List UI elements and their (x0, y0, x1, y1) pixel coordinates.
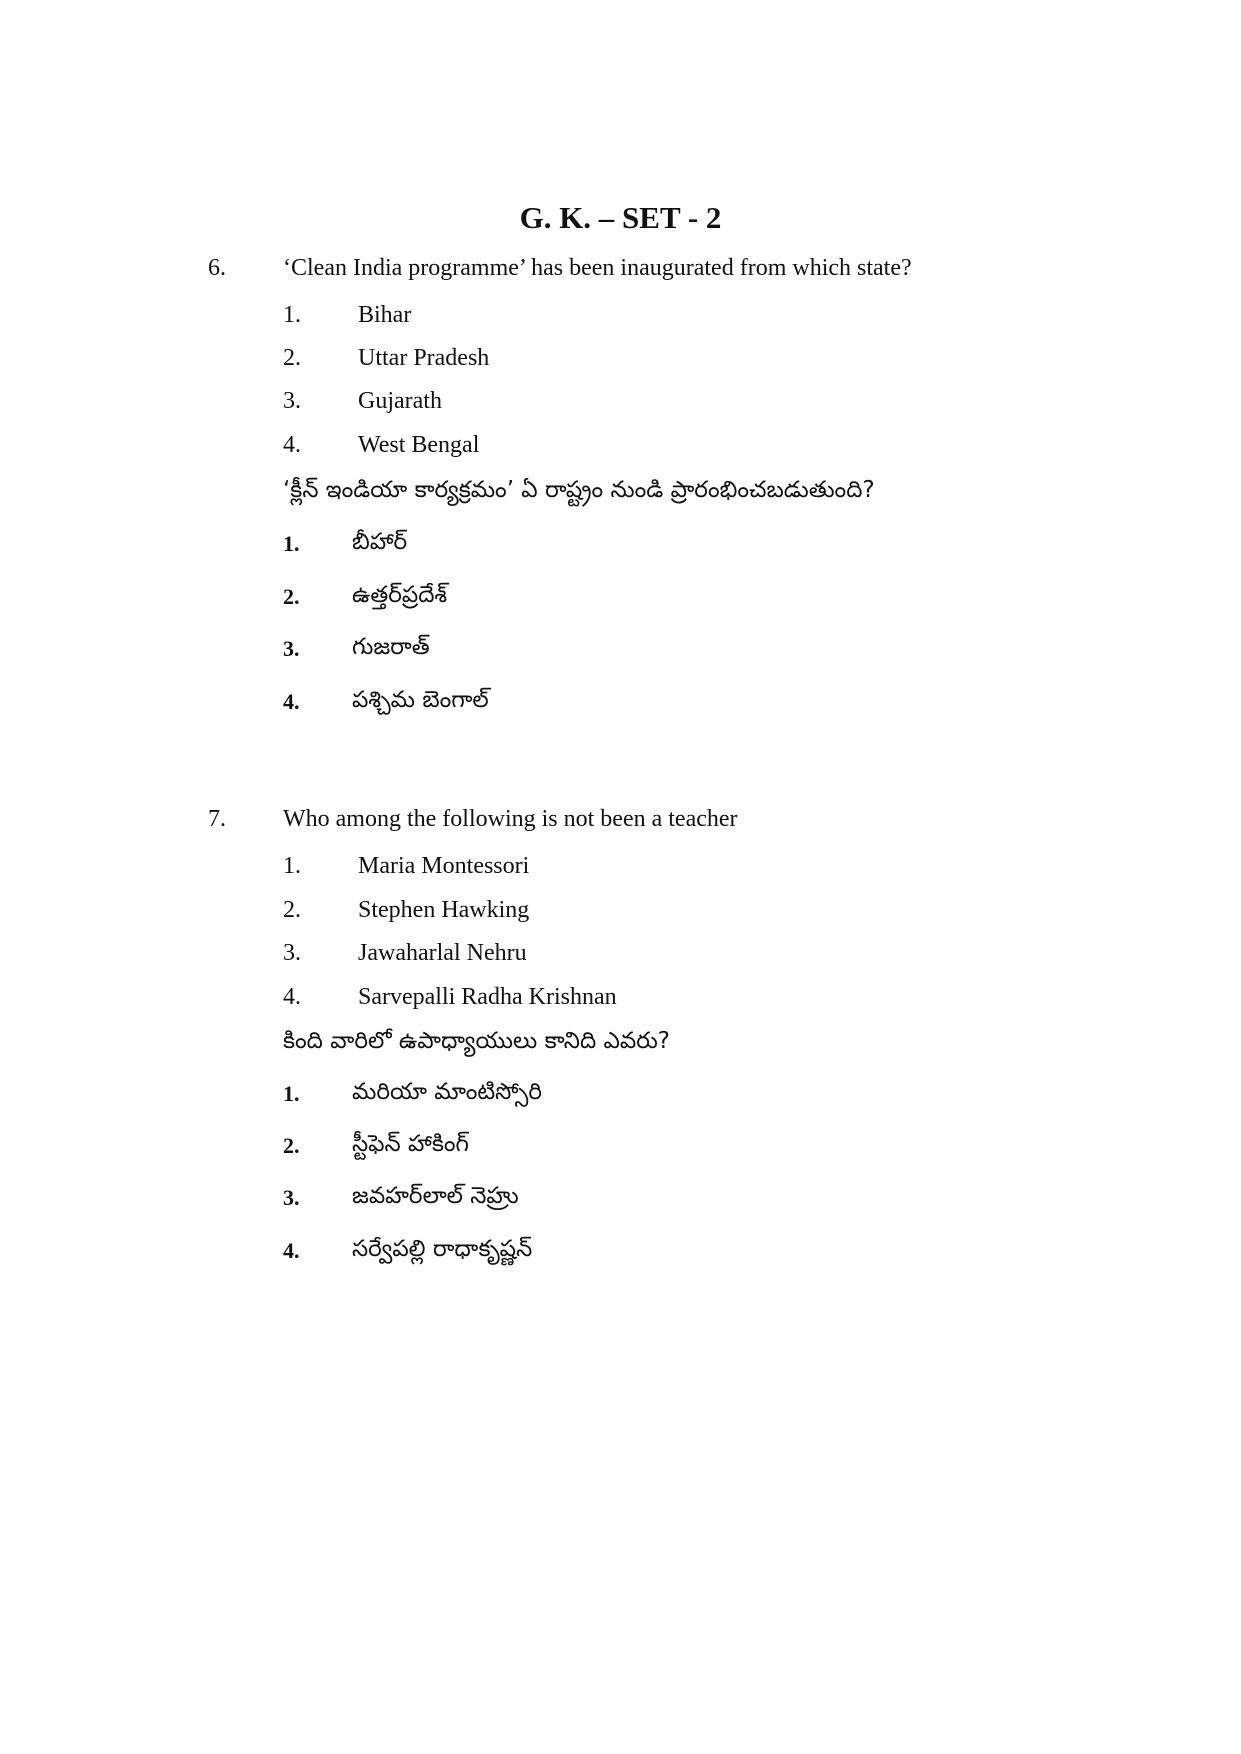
option-number-te: 2. (283, 1133, 300, 1158)
question-text-en: ‘Clean India programme’ has been inaugurated from which state? (283, 255, 912, 281)
question-number: 7. (208, 806, 226, 832)
option-text-te: బీహార్ (352, 529, 408, 555)
option-number: 4. (283, 432, 301, 458)
page-title: G. K. – SET - 2 (519, 200, 722, 235)
option-number-te: 3. (283, 636, 300, 661)
option-number-te: 1. (283, 1081, 300, 1106)
option-number-te: 3. (283, 1185, 300, 1210)
option-number-te: 1. (283, 531, 300, 556)
question-text-en: Who among the following is not been a teacher (283, 806, 738, 832)
option-text-te: మరియా మాంటిస్సోరి (352, 1079, 542, 1105)
option-number: 1. (283, 853, 301, 879)
option-number: 3. (283, 940, 301, 966)
option-text: Jawaharlal Nehru (358, 940, 527, 966)
option-text: Maria Montessori (358, 853, 530, 879)
option-text-te: స్టీఫెన్ హాకింగ్ (352, 1131, 469, 1157)
question-text-te: కింది వారిలో ఉపాధ్యాయులు కానిది ఎవరు? (283, 1028, 671, 1054)
question-number: 6. (208, 255, 226, 281)
option-text-te: పశ్చిమ బెంగాల్ (352, 687, 489, 713)
option-text-te: జవహర్‌లాల్ నెహ్రు (352, 1183, 519, 1209)
option-text: Gujarath (358, 388, 442, 414)
option-text: Uttar Pradesh (358, 345, 490, 371)
option-text-te: ఉత్తర్‌ప్రదేశ్ (352, 582, 448, 608)
option-text: Bihar (358, 302, 412, 328)
option-number-te: 2. (283, 584, 300, 609)
option-number: 2. (283, 897, 301, 923)
option-number-te: 4. (283, 1238, 300, 1263)
option-text-te: గుజరాత్ (352, 634, 430, 660)
option-text: Stephen Hawking (358, 897, 530, 923)
option-text-te: సర్వేపల్లి రాధాకృష్ణన్ (352, 1236, 533, 1262)
question-text-te: ‘క్లీన్ ఇండియా కార్యక్రమం’ ఏ రాష్ట్రం నుండి ప్రారంభించబడుతుంది? (283, 477, 875, 503)
option-text: Sarvepalli Radha Krishnan (358, 984, 617, 1010)
option-number: 3. (283, 388, 301, 414)
option-number: 1. (283, 302, 301, 328)
option-number: 4. (283, 984, 301, 1010)
option-text: West Bengal (358, 432, 480, 458)
option-number-te: 4. (283, 689, 300, 714)
option-number: 2. (283, 345, 301, 371)
